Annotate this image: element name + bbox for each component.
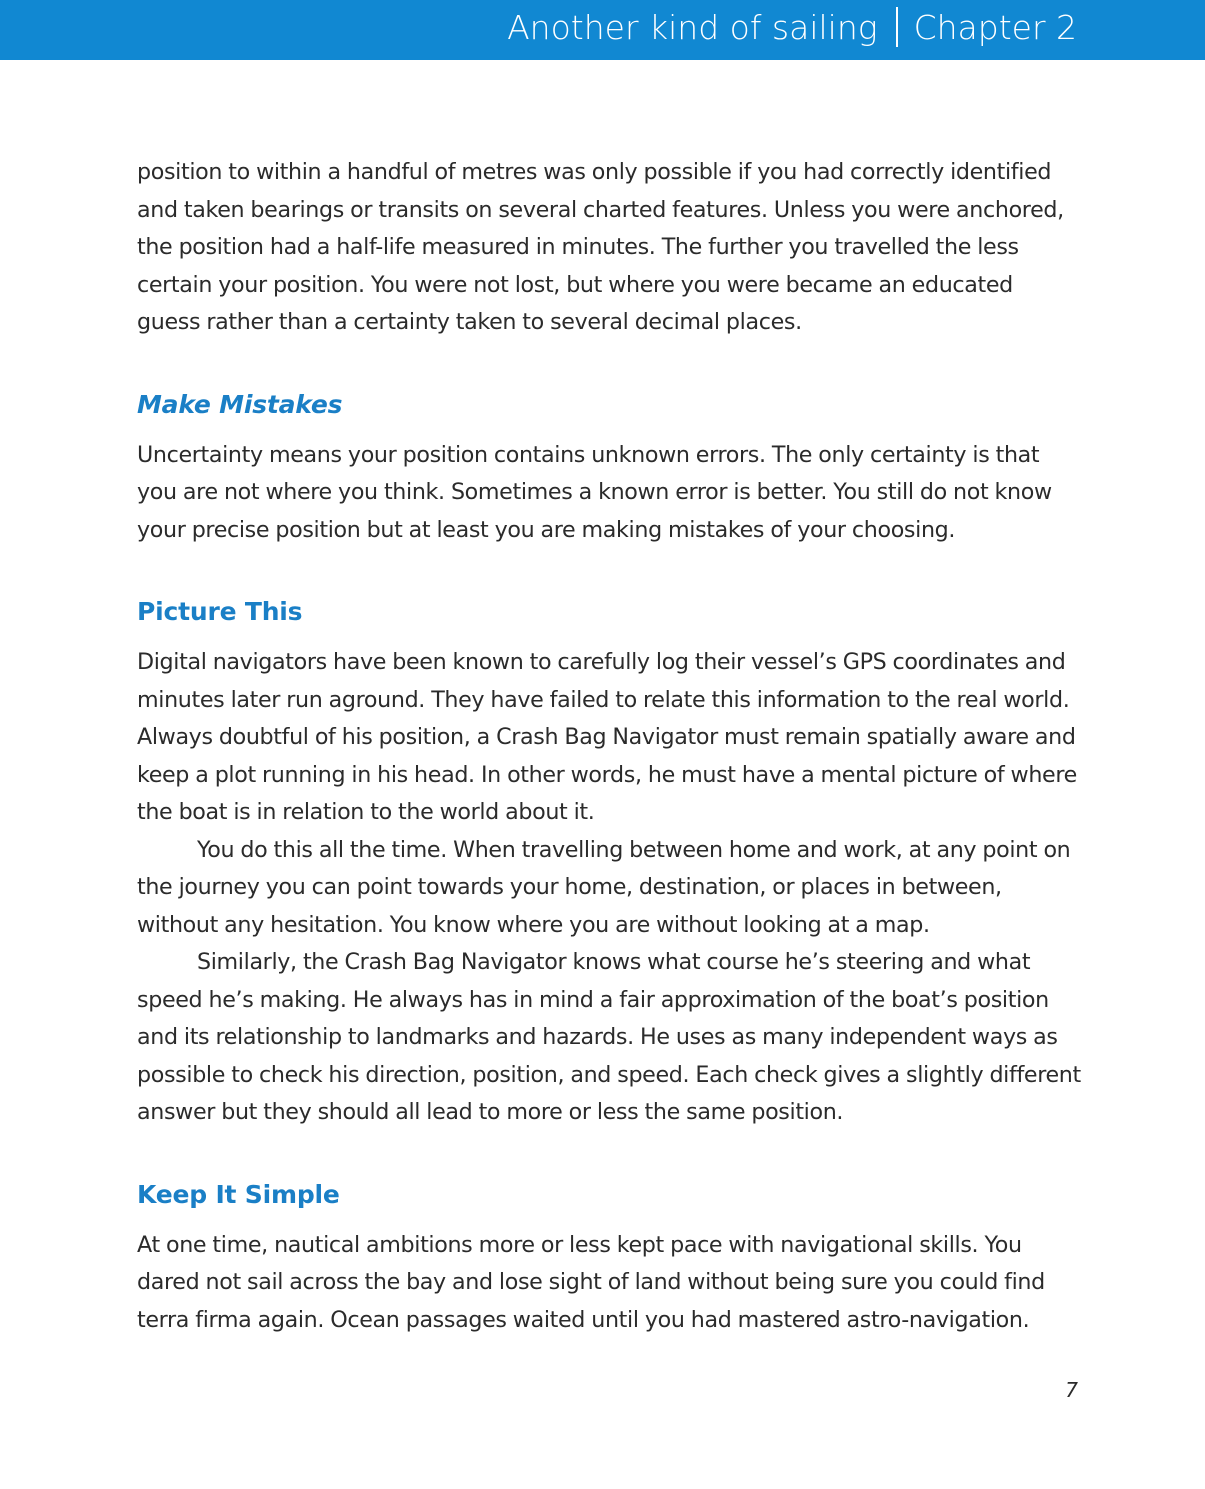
make-mistakes-paragraph: Uncertainty means your position contains unknown errors. The only certainty is that you are not where you think. Sometimes a known error is better. You still do not know your precise position but at least you are making mistakes of your choosing. xyxy=(137,441,1052,543)
chapter-header-bar xyxy=(0,0,1205,60)
section-heading-keep-it-simple: Keep It Simple xyxy=(137,1179,340,1209)
page-body xyxy=(137,154,1082,1339)
picture-this-paragraph-1: Digital navigators have been known to carefully log their vessel’s GPS coordinates and minutes later run aground. They have failed to relate this information to the real world. Always doubtful of his position, a Crash Bag Navigator must remain spatially aware and keep a plot running in his head. In other words, he must have a mental picture of where the boat is in relation to the world about it. xyxy=(137,649,1077,825)
heading-spacer xyxy=(137,423,1082,437)
section-heading-picture-this: Picture This xyxy=(137,597,303,626)
picture-this-paragraph-3: Similarly, the Crash Bag Navigator knows what course he’s steering and what speed he’s making. He always has in mind a fair approximation of the boat’s position and its relationship to landmarks and hazards. He uses as many independent ways as possible to check his direction, position, and speed. Each check gives a slightly different answer but they should all lead to more or less the same position. xyxy=(137,949,1081,1125)
running-header xyxy=(507,4,1077,50)
section-spacer xyxy=(137,342,1082,387)
section-spacer xyxy=(137,1132,1082,1177)
picture-this-paragraph-2: You do this all the time. When travelling between home and work, at any point on the journey you can point towards your home, destination, or places in between, without any hesitation. You know where you are without looking at a map. xyxy=(137,836,1071,938)
keep-it-simple-paragraph: At one time, nautical ambitions more or less kept pace with navigational skills. You dared not sail across the bay and lose sight of land without being sure you could find terra firma again. Ocean passages waited until you had mastered astro-navigation. xyxy=(137,1231,1045,1333)
section-heading-make-mistakes: Make Mistakes xyxy=(137,389,343,419)
heading-spacer xyxy=(137,1213,1082,1227)
header-divider xyxy=(896,7,898,47)
heading-spacer xyxy=(137,630,1082,644)
page-number: 7 xyxy=(1065,1378,1078,1402)
intro-paragraph: position to within a handful of metres was only possible if you had correctly identified and taken bearings or transits on several charted features. Unless you were anchored, the position had a half-life measured in minutes. The further you travelled the less certain your position. You were not lost, but where you were became an educated guess rather than a certainty taken to several decimal places. xyxy=(137,159,1064,335)
section-spacer xyxy=(137,549,1082,594)
chapter-label: Chapter 2 xyxy=(913,7,1077,47)
book-title: Another kind of sailing xyxy=(507,7,878,47)
